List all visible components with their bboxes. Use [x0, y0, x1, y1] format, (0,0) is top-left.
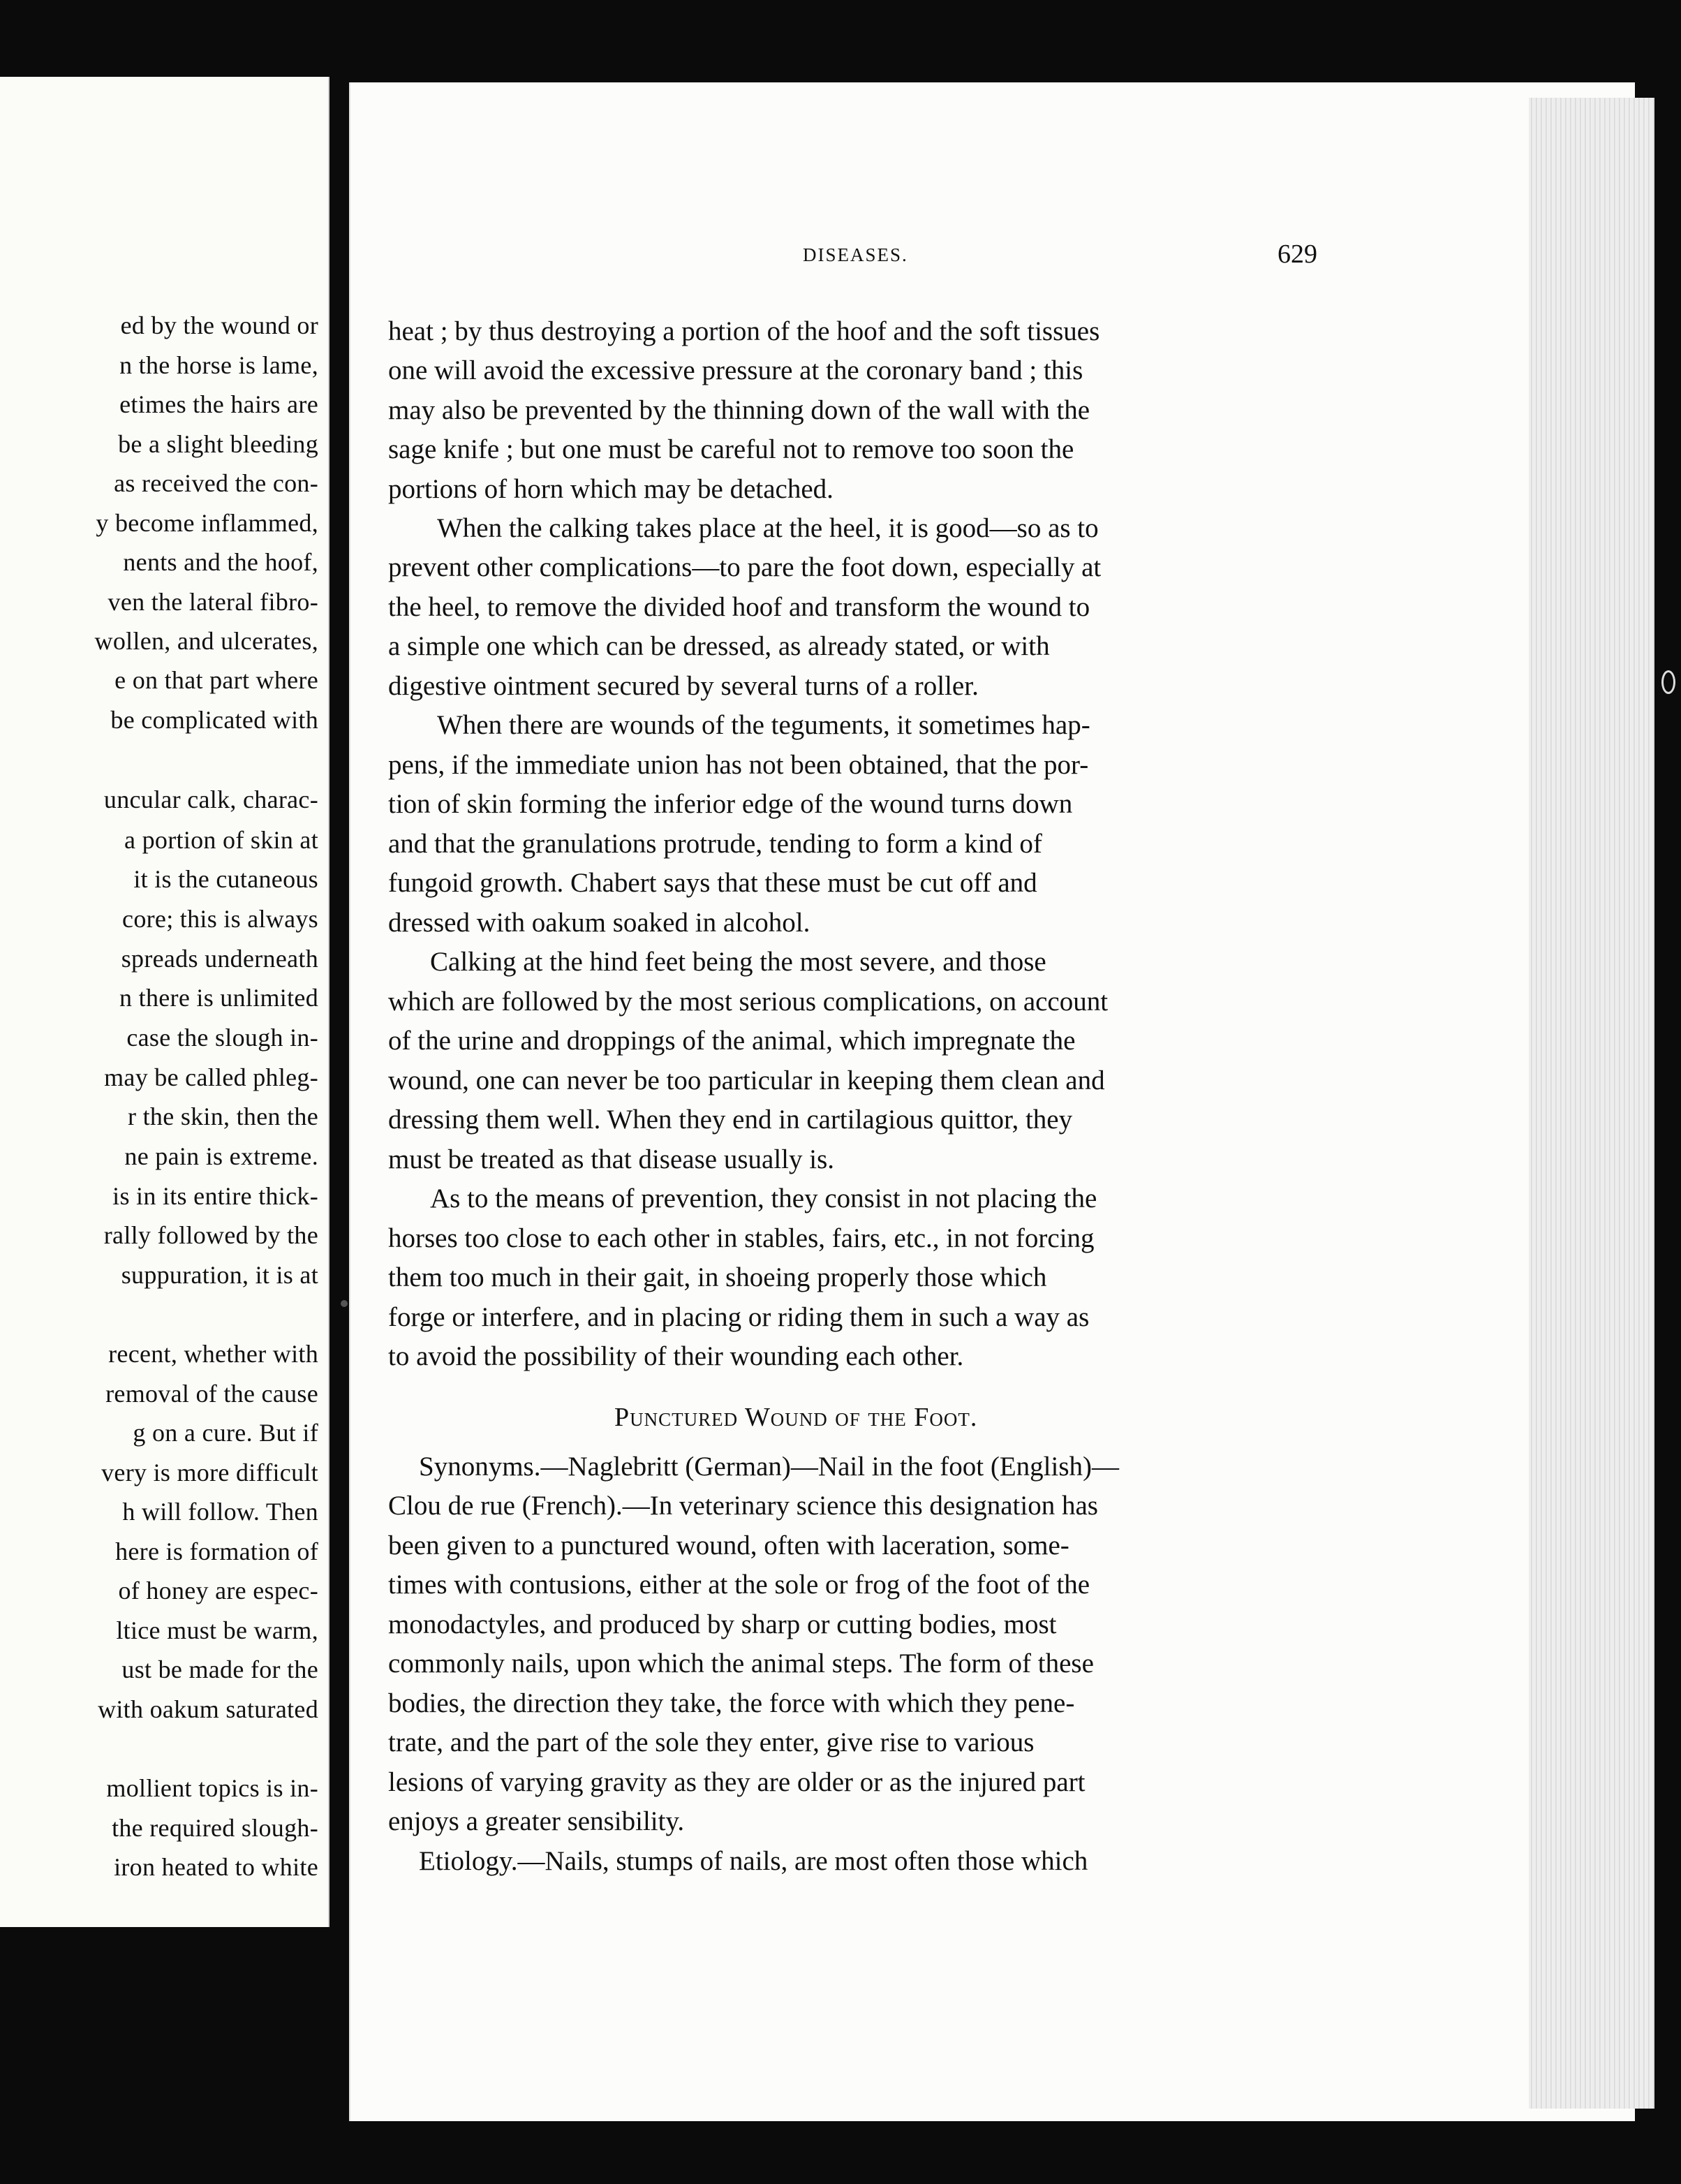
- left-text-line: with oakum saturated: [98, 1695, 318, 1723]
- body-line: When the calking takes place at the heel, it is good—so as to: [437, 513, 1099, 543]
- body-line: portions of horn which may be detached.: [388, 474, 834, 504]
- left-text-line: is in its entire thick-: [112, 1182, 318, 1210]
- body-line: the heel, to remove the divided hoof and transform the wound to: [388, 592, 1090, 622]
- body-line: Calking at the hind feet being the most severe, and those: [430, 947, 1046, 977]
- body-line: to avoid the possibility of their wounding each other.: [388, 1341, 964, 1371]
- left-text-line: it is the cutaneous: [133, 865, 318, 893]
- body-line: must be treated as that disease usually is.: [388, 1144, 835, 1174]
- left-text-line: may be called phleg-: [104, 1063, 318, 1091]
- left-text-line: very is more difficult: [101, 1459, 318, 1486]
- left-text-line: of honey are espec-: [118, 1577, 318, 1604]
- left-text-line: y become inflammed,: [96, 509, 318, 537]
- body-line: bodies, the direction they take, the force with which they pene-: [388, 1688, 1075, 1718]
- left-text-line: e on that part where: [114, 666, 318, 694]
- left-text-line: ltice must be warm,: [116, 1616, 318, 1644]
- left-text-line: ed by the wound or: [120, 311, 318, 339]
- left-text-line: iron heated to white: [114, 1853, 318, 1881]
- body-line: commonly nails, upon which the animal steps. The form of these: [388, 1648, 1094, 1678]
- body-line: When there are wounds of the teguments, it sometimes hap-: [437, 710, 1090, 740]
- left-text-line: ven the lateral fibro-: [108, 588, 318, 616]
- body-line: Etiology.—Nails, stumps of nails, are most often those which: [419, 1846, 1088, 1876]
- left-text-line: spreads underneath: [121, 945, 318, 973]
- left-text-line: the required slough-: [112, 1814, 318, 1842]
- body-line: and that the granulations protrude, tending to form a kind of: [388, 829, 1042, 859]
- body-line: Synonyms.—Naglebritt (German)—Nail in the foot (English)—: [419, 1452, 1119, 1482]
- left-text-line: etimes the hairs are: [119, 390, 318, 418]
- left-text-line: h will follow. Then: [122, 1498, 318, 1526]
- running-head: DISEASES.: [803, 244, 908, 265]
- body-line: sage knife ; but one must be careful not to remove too soon the: [388, 434, 1074, 464]
- left-text-line: be a slight bleeding: [118, 430, 318, 458]
- body-line: enjoys a greater sensibility.: [388, 1806, 685, 1836]
- body-line: of the urine and droppings of the animal, which impregnate the: [388, 1026, 1076, 1056]
- body-line: As to the means of prevention, they consist in not placing the: [430, 1183, 1097, 1213]
- left-text-line: case the slough in-: [126, 1024, 318, 1052]
- body-line: fungoid growth. Chabert says that these must be cut off and: [388, 868, 1037, 898]
- body-line: a simple one which can be dressed, as already stated, or with: [388, 631, 1050, 661]
- left-text-line: a portion of skin at: [124, 826, 318, 854]
- page-number: 629: [1278, 239, 1317, 269]
- left-text-line: uncular calk, charac-: [103, 785, 318, 813]
- left-text-line: n there is unlimited: [119, 984, 318, 1012]
- body-line: which are followed by the most serious complications, on account: [388, 987, 1109, 1017]
- body-line: them too much in their gait, in shoeing properly those which: [388, 1262, 1047, 1292]
- left-text-line: here is formation of: [115, 1537, 318, 1565]
- body-line: Clou de rue (French).—In veterinary science this designation has: [388, 1491, 1098, 1521]
- left-text-line: ust be made for the: [121, 1655, 318, 1683]
- body-line: digestive ointment secured by several turns of a roller.: [388, 671, 979, 701]
- left-text-line: nents and the hoof,: [123, 548, 318, 576]
- body-line: heat ; by thus destroying a portion of the hoof and the soft tissues: [388, 316, 1100, 346]
- left-text-line: recent, whether with: [108, 1340, 318, 1368]
- body-line: may also be prevented by the thinning down of the wall with the: [388, 395, 1090, 425]
- body-line: prevent other complications—to pare the foot down, especially at: [388, 552, 1102, 582]
- body-line: dressed with oakum soaked in alcohol.: [388, 908, 810, 938]
- left-text-line: be complicated with: [110, 706, 318, 734]
- left-text-line: r the skin, then the: [128, 1102, 318, 1130]
- body-line: monodactyles, and produced by sharp or cutting bodies, most: [388, 1609, 1057, 1639]
- left-text-line: n the horse is lame,: [119, 351, 318, 379]
- left-page: [0, 77, 329, 1927]
- left-text-line: suppuration, it is at: [121, 1261, 318, 1289]
- left-text-line: mollient topics is in-: [106, 1774, 318, 1802]
- body-line: been given to a punctured wound, often with laceration, some-: [388, 1530, 1069, 1560]
- body-line: tion of skin forming the inferior edge of the wound turns down: [388, 789, 1073, 819]
- body-line: dressing them well. When they end in cartilagious quittor, they: [388, 1105, 1073, 1135]
- body-line: forge or interfere, and in placing or riding them in such a way as: [388, 1302, 1090, 1332]
- binding-speck: [341, 1300, 348, 1307]
- left-text-line: removal of the cause: [105, 1380, 318, 1408]
- left-text-line: rally followed by the: [103, 1221, 318, 1249]
- body-line: times with contusions, either at the sole or frog of the foot of the: [388, 1570, 1090, 1600]
- body-line: trate, and the part of the sole they enter, give rise to various: [388, 1727, 1035, 1757]
- left-text-line: g on a cure. But if: [133, 1419, 318, 1447]
- body-line: pens, if the immediate union has not been obtained, that the por-: [388, 750, 1089, 780]
- left-text-line: core; this is always: [122, 905, 318, 933]
- edge-mark: [1661, 670, 1675, 694]
- left-text-line: wollen, and ulcerates,: [94, 627, 318, 655]
- section-heading: Punctured Wound of the Foot.: [614, 1403, 978, 1432]
- body-line: one will avoid the excessive pressure at the coronary band ; this: [388, 355, 1083, 385]
- body-line: lesions of varying gravity as they are older or as the injured part: [388, 1767, 1086, 1797]
- left-text-line: ne pain is extreme.: [124, 1142, 318, 1170]
- body-line: wound, one can never be too particular in keeping them clean and: [388, 1065, 1105, 1095]
- page-edges: [1529, 98, 1654, 2109]
- left-text-line: as received the con-: [114, 469, 318, 497]
- body-line: horses too close to each other in stables, fairs, etc., in not forcing: [388, 1223, 1095, 1253]
